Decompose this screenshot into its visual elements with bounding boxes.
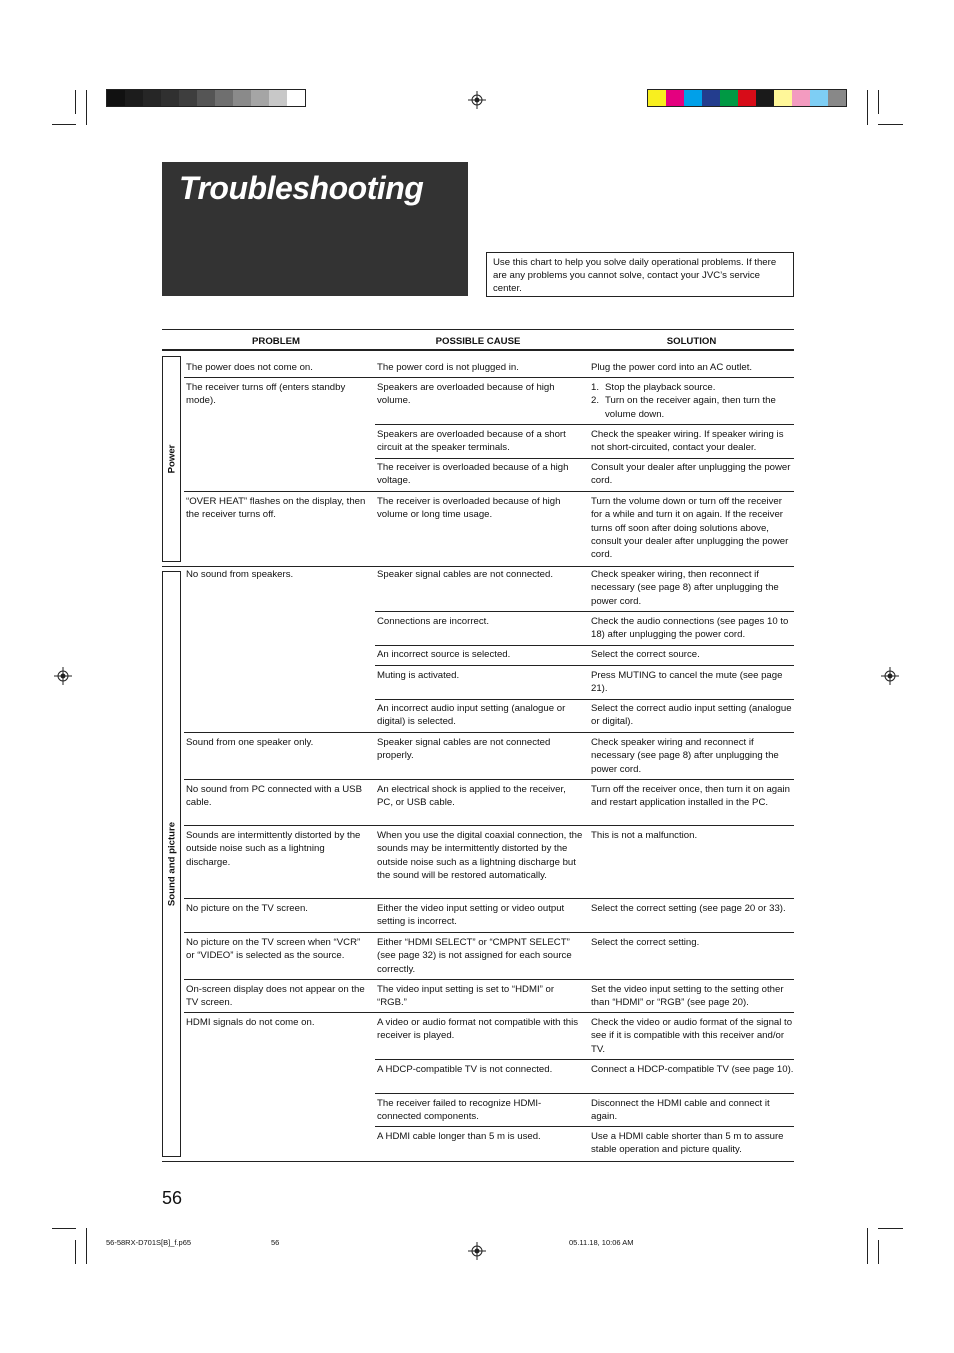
- row-divider: [184, 825, 794, 826]
- table-cell-problem: On-screen display does not appear on the TV screen.: [186, 984, 365, 1009]
- table-cell-cause: Speaker signal cables are not connected properly.: [377, 737, 551, 762]
- row-divider: [375, 611, 794, 612]
- table-cell-cause: The receiver is overloaded because of a high voltage.: [377, 462, 569, 487]
- table-cell-cause: The power cord is not plugged in.: [377, 362, 519, 373]
- table-cell-problem: No picture on the TV screen.: [186, 903, 308, 914]
- process-color-bar: [647, 89, 847, 107]
- table-cell-solution: Press MUTING to cancel the mute (see page 21).: [591, 670, 783, 695]
- row-divider: [375, 424, 794, 425]
- color-swatch: [702, 90, 720, 106]
- crop-mark: [867, 90, 868, 125]
- row-divider: [184, 732, 794, 733]
- gray-color-bar: [106, 89, 306, 107]
- crop-mark: [878, 1240, 879, 1264]
- title-banner: [162, 162, 468, 296]
- crop-mark: [75, 1240, 76, 1264]
- gray-swatch: [179, 90, 197, 106]
- color-swatch: [684, 90, 702, 106]
- table-cell-cause: A HDMI cable longer than 5 m is used.: [377, 1131, 541, 1142]
- crop-mark: [75, 90, 76, 114]
- row-divider: [375, 458, 794, 459]
- table-cell-problem: The receiver turns off (enters standby mode).: [186, 382, 346, 407]
- crop-mark: [878, 1228, 903, 1229]
- registration-mark-icon: [54, 667, 72, 685]
- registration-mark-icon: [468, 1242, 486, 1260]
- crop-mark: [878, 124, 903, 125]
- section-divider: [162, 566, 794, 567]
- table-cell-problem: Sound from one speaker only.: [186, 737, 314, 748]
- table-cell-problem: The power does not come on.: [186, 362, 313, 373]
- table-cell-solution: This is not a malfunction.: [591, 830, 698, 841]
- gray-swatch: [107, 90, 125, 106]
- table-cell-solution: Set the video input setting to the setting other than “HDMI” or “RGB” (see page 20).: [591, 984, 784, 1009]
- table-cell-problem: Sounds are intermittently distorted by the outside noise such as a lightning discharge.: [186, 830, 361, 868]
- color-swatch: [720, 90, 738, 106]
- color-swatch: [648, 90, 666, 106]
- row-divider: [375, 1093, 794, 1094]
- row-divider: [184, 932, 794, 933]
- table-cell-cause: Muting is activated.: [377, 670, 460, 681]
- gray-swatch: [269, 90, 287, 106]
- table-cell-solution: Check the audio connections (see pages 10 to 18) after unplugging the power cord.: [591, 616, 789, 641]
- registration-mark-icon: [468, 91, 486, 109]
- table-cell-cause: The receiver is overloaded because of high volume or long time usage.: [377, 496, 561, 521]
- table-cell-cause: Speakers are overloaded because of high volume.: [377, 382, 555, 407]
- crop-mark: [867, 1228, 868, 1264]
- header-solution: SOLUTION: [666, 336, 717, 347]
- table-cell-cause: Speakers are overloaded because of a short circuit at the speaker terminals.: [377, 429, 566, 454]
- footer-timestamp: 05.11.18, 10:06 AM: [569, 1238, 634, 1247]
- gray-swatch: [287, 90, 305, 106]
- solution-step: 2. Turn on the receiver again, then turn the volume down.: [591, 395, 776, 420]
- row-divider: [375, 699, 794, 700]
- header-rule: [162, 349, 794, 351]
- table-cell-solution: Check speaker wiring, then reconnect if necessary (see page 8) after unplugging the power cord.: [591, 569, 779, 607]
- row-divider: [184, 779, 794, 780]
- row-divider: [375, 1126, 794, 1127]
- registration-mark-icon: [881, 667, 899, 685]
- crop-mark: [86, 90, 87, 125]
- table-cell-problem: HDMI signals do not come on.: [186, 1017, 315, 1028]
- color-swatch: [792, 90, 810, 106]
- table-cell-solution: Consult your dealer after unplugging the power cord.: [591, 462, 791, 487]
- page-title: Troubleshooting: [179, 170, 424, 206]
- row-divider: [375, 665, 794, 666]
- color-swatch: [666, 90, 684, 106]
- section-label-sound-and-picture: Sound and picture: [162, 571, 181, 1157]
- row-divider: [184, 979, 794, 980]
- table-cell-solution: Select the correct setting (see page 20 or 33).: [591, 903, 786, 914]
- row-divider: [184, 1012, 794, 1013]
- table-cell-cause: An incorrect audio input setting (analogue or digital) is selected.: [377, 703, 566, 728]
- row-divider: [184, 491, 794, 492]
- gray-swatch: [125, 90, 143, 106]
- crop-mark: [878, 90, 879, 114]
- header-possible-cause: POSSIBLE CAUSE: [435, 336, 521, 347]
- table-cell-problem: No sound from speakers.: [186, 569, 294, 580]
- table-cell-solution: Turn off the receiver once, then turn it on again and restart application installed in the PC.: [591, 784, 790, 809]
- table-cell-solution: Connect a HDCP-compatible TV (see page 10).: [591, 1064, 794, 1075]
- header-problem: PROBLEM: [252, 336, 300, 347]
- row-divider: [375, 1059, 794, 1060]
- color-swatch: [828, 90, 846, 106]
- table-cell-solution: Select the correct setting.: [591, 937, 700, 948]
- troubleshooting-table: [162, 329, 794, 1163]
- table-cell-problem: No picture on the TV screen when “VCR” or “VIDEO” is selected as the source.: [186, 937, 361, 962]
- table-cell-cause: The receiver failed to recognize HDMI-connected components.: [377, 1098, 542, 1123]
- gray-swatch: [143, 90, 161, 106]
- gray-swatch: [251, 90, 269, 106]
- table-cell-solution: Plug the power cord into an AC outlet.: [591, 362, 753, 373]
- table-cell-cause: The video input setting is set to “HDMI” or “RGB.”: [377, 984, 555, 1009]
- table-cell-cause: A HDCP-compatible TV is not connected.: [377, 1064, 553, 1075]
- table-cell-solution: Turn the volume down or turn off the receiver for a while and turn it on again. If the receiver turns off soon after doing solutions above, consult your dealer after unplugging the power cord.: [591, 496, 789, 561]
- page-number: 56: [162, 1188, 183, 1208]
- table-cell-cause: Either “HDMI SELECT” or “CMPNT SELECT” (see page 32) is not assigned for each source correctly.: [377, 937, 572, 975]
- table-cell-solution: Disconnect the HDMI cable and connect it again.: [591, 1098, 770, 1123]
- color-swatch: [774, 90, 792, 106]
- table-cell-solution: Select the correct audio input setting (analogue or digital).: [591, 703, 792, 728]
- table-cell-solution: Select the correct source.: [591, 649, 700, 660]
- table-cell-cause: An incorrect source is selected.: [377, 649, 511, 660]
- table-cell-cause: An electrical shock is applied to the receiver, PC, or USB cable.: [377, 784, 566, 809]
- section-label-power: Power: [162, 356, 181, 562]
- table-cell-problem: “OVER HEAT” flashes on the display, then the receiver turns off.: [186, 496, 366, 521]
- gray-swatch: [233, 90, 251, 106]
- section-power: [162, 356, 794, 562]
- crop-mark: [52, 124, 76, 125]
- solution-step: 1. Stop the playback source.: [591, 382, 716, 393]
- color-swatch: [756, 90, 774, 106]
- table-cell-solution: Check speaker wiring and reconnect if necessary (see page 8) after unplugging the power cord.: [591, 737, 779, 775]
- gray-swatch: [161, 90, 179, 106]
- row-divider: [184, 377, 794, 378]
- table-cell-cause: When you use the digital coaxial connection, the sounds may be intermittently distorted by the outside noise such as a lightning discharge but the sound will be restored automatically.: [377, 830, 583, 881]
- table-cell-solution: Use a HDMI cable shorter than 5 m to assure stable operation and picture quality.: [591, 1131, 784, 1156]
- table-cell-cause: A video or audio format not compatible with this receiver is played.: [377, 1017, 579, 1042]
- table-cell-solution: Check the video or audio format of the signal to see if it is compatible with this receiver and/or TV.: [591, 1017, 793, 1055]
- footer-filename: 56-58RX-D701S[B]_f.p65: [106, 1238, 192, 1247]
- footer-page: 56: [271, 1238, 280, 1247]
- table-cell-problem: No sound from PC connected with a USB cable.: [186, 784, 362, 809]
- gray-swatch: [197, 90, 215, 106]
- table-bottom-rule: [162, 1161, 794, 1162]
- table-top-rule: [162, 329, 794, 330]
- table-cell-cause: Connections are incorrect.: [377, 616, 489, 627]
- crop-mark: [86, 1228, 87, 1264]
- row-divider: [184, 898, 794, 899]
- section-sound-and-picture: [162, 571, 794, 1157]
- table-cell-cause: Either the video input setting or video output setting is incorrect.: [377, 903, 565, 928]
- crop-mark: [52, 1228, 76, 1229]
- color-swatch: [738, 90, 756, 106]
- table-cell-solution: Check the speaker wiring. If speaker wiring is not short-circuited, contact your dealer.: [591, 429, 784, 454]
- row-divider: [375, 645, 794, 646]
- table-cell-cause: Speaker signal cables are not connected.: [377, 569, 553, 580]
- color-swatch: [810, 90, 828, 106]
- gray-swatch: [215, 90, 233, 106]
- intro-note: Use this chart to help you solve daily operational problems. If there are any problems you cannot solve, contact your JVC’s service center.: [486, 252, 794, 297]
- table-cell-solution: [591, 381, 794, 421]
